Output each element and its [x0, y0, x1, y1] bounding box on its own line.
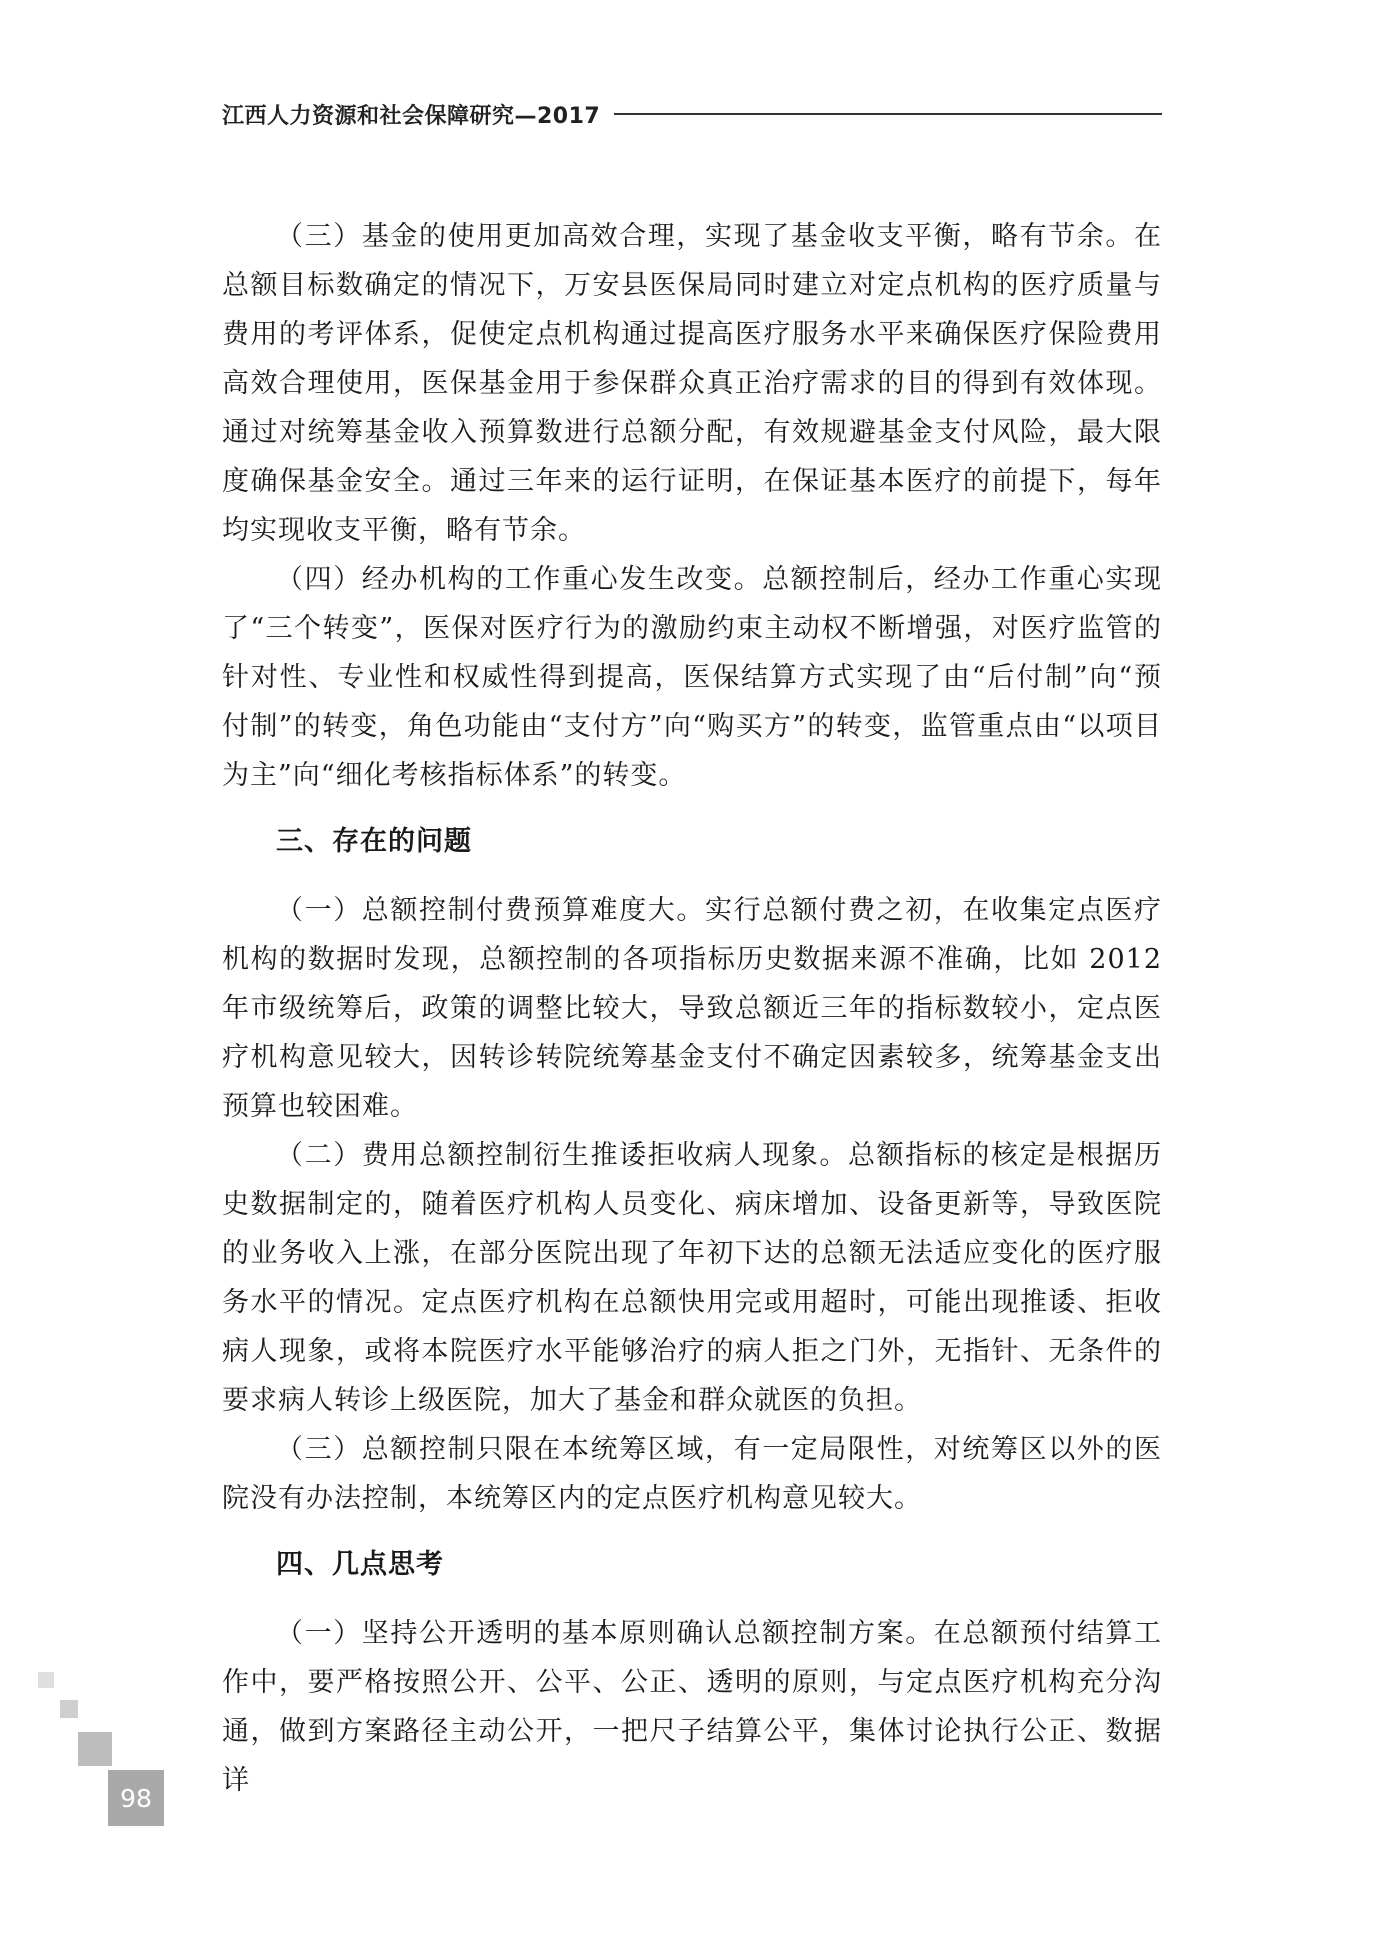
- decorative-square-small: [38, 1672, 54, 1688]
- paragraph-budget-difficulty: （一）总额控制付费预算难度大。实行总额付费之初，在收集定点医疗机构的数据时发现，总额控制的各项指标历史数据来源不准确，比如 2012 年市级统筹后，政策的调整比较大，导致总额近三年的指标数较小，定点医疗机构意见较大，因转诊转院统筹基金支付不确定因素较多，统筹基金支出预算也较困难。: [222, 895, 1162, 1122]
- page-number: 98: [108, 1770, 164, 1826]
- header-title: 江西人力资源和社会保障研究—2017: [222, 103, 601, 129]
- paragraph-transparency: （一）坚持公开透明的基本原则确认总额控制方案。在总额预付结算工作中，要严格按照公开、公平、公正、透明的原则，与定点医疗机构充分沟通，做到方案路径主动公开，一把尺子结算公平，集体讨论执行公正、数据详: [222, 1618, 1162, 1796]
- paragraph-fund-usage: （三）基金的使用更加高效合理，实现了基金收支平衡，略有节余。在总额目标数确定的情况下，万安县医保局同时建立对定点机构的医疗质量与费用的考评体系，促使定点机构通过提高医疗服务水平来确保医疗保险费用高效合理使用，医保基金用于参保群众真正治疗需求的目的得到有效体现。通过对统筹基金收入预算数进行总额分配，有效规避基金支付风险，最大限度确保基金安全。通过三年来的运行证明，在保证基本医疗的前提下，每年均实现收支平衡，略有节余。: [222, 221, 1162, 546]
- decorative-square-large: [78, 1732, 112, 1766]
- section-heading-thoughts: 四、几点思考: [276, 1549, 444, 1580]
- running-header: [222, 96, 1162, 132]
- header-rule: [614, 113, 1162, 115]
- body-content: [222, 212, 1162, 1805]
- section-heading-problems: 三、存在的问题: [276, 826, 472, 857]
- decorative-square-medium: [60, 1700, 78, 1718]
- paragraph-regional-limit: （三）总额控制只限在本统筹区域，有一定局限性，对统筹区以外的医院没有办法控制，本统筹区内的定点医疗机构意见较大。: [222, 1434, 1162, 1514]
- paragraph-patient-refusal: （二）费用总额控制衍生推诿拒收病人现象。总额指标的核定是根据历史数据制定的，随着医疗机构人员变化、病床增加、设备更新等，导致医院的业务收入上涨，在部分医院出现了年初下达的总额无法适应变化的医疗服务水平的情况。定点医疗机构在总额快用完或用超时，可能出现推诿、拒收病人现象，或将本院医疗水平能够治疗的病人拒之门外，无指针、无条件的要求病人转诊上级医院，加大了基金和群众就医的负担。: [222, 1140, 1162, 1416]
- paragraph-agency-focus: （四）经办机构的工作重心发生改变。总额控制后，经办工作重心实现了“三个转变”，医保对医疗行为的激励约束主动权不断增强，对医疗监管的针对性、专业性和权威性得到提高，医保结算方式实现了由“后付制”向“预付制”的转变，角色功能由“支付方”向“购买方”的转变，监管重点由“以项目为主”向“细化考核指标体系”的转变。: [222, 564, 1162, 791]
